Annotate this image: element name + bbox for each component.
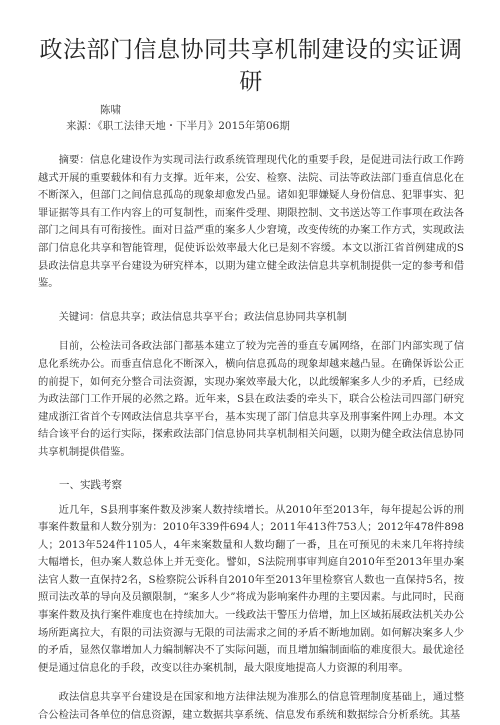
article-title: 政法部门信息协同共享机制建设的实证调研 [39,37,463,95]
body-paragraph: 近几年，S县刑事案件数及涉案人数持续增长。从2010年至2013年，每年提起公诉的刑事案件数量和人数分别为：2010年339件694人；2011年413件753人；2012年478件898人；2013年524件1105人，4年来案数量和人数均翻了一番，且在可预见的未来几年将持续大幅增长，但办案人数总体上并无变化。譬如，S法院刑事审判庭自2010年至2013年里办案法官人数一直保持2名，S检察院公诉科自2010年至2013年里检察官人数也一直保持5名，按照司法改革的导向及员额限制，“案多人少”将成为影响案件办理的主要因素。与此同时，民商事案件数及执行案件难度也在持续加大。一线政法干警压力倍增，加上区域拓展政法机关办公场所距离拉大，有限的司法资源与无限的司法需求之间的矛盾不断地加剧。如何解决案多人少的矛盾，显然仅靠增加人力编制解决不了实际问题，而且增加编制面临的难度很大。最优途径便是通过信息化的手段，改变以往办案机制，最大限度地提高人力资源的利用率。 [38,503,464,674]
body-paragraph: 政法信息共享平台建设是在国家和地方法律法规为准那么的信息管理制度基础上，通过整合公检法司各单位的信息资源，建立数据共享系统、信息发布系统和数据综合分析系统。其基 [38,691,464,722]
article-author: 陈啸 [100,104,121,116]
abstract-paragraph: 摘要：信息化建设作为实现司法行政系统管理现代化的重要手段，是促进司法行政工作跨越式开展的重要载体和有力支撑。近年来，公安、检察、法院、司法等政法部门垂直信息化在不断深入，但部门之间信息孤岛的现象却愈发凸显。诸如犯罪嫌疑人身份信息、犯罪事实、犯罪证据等具有工作内容上的可复制性，而案件受理、期限控制、文书送达等工作事项在政法各部门之间具有可衔接性。面对日益严重的案多人少窘境，改变传统的办案工作方式，实现政法部门信息化共享和智能管理，促使诉讼效率最大化已是刻不容缓。本文以浙江省首例建成的S县政法信息共享平台建设为研究样本，以期为建立健全政法信息共享机制提供一定的参考和借鉴。 [38,154,464,290]
article-source: 来源：《职工法律天地・下半月》2015年第06期 [66,120,290,132]
intro-paragraph: 目前，公检法司各政法部门都基本建立了较为完善的垂直专属网络，在部门内部实现了信息化系统办公。而垂直信息化不断深入，横向信息孤岛的现象却越来越凸显。在确保诉讼公正的前提下，如何充分整合司法资源，实现办案效率最大化，以此缓解案多人少的矛盾，已经成为政法部门工作开展的必然之路。近年来，S县在政法委的牵头下，联合公检法司四部门研究建成浙江省首个专网政法信息共享平台，基本实现了部门信息共享及刑事案件网上办理。本文结合该平台的运行实际，探索政法部门信息协同共享机制相关问题，以期为健全政法信息协同共享机制提供借鉴。 [38,340,464,458]
keywords-line: 关键词：信息共享；政法信息共享平台；政法信息协同共享机制 [58,310,347,323]
section-heading: 一、实践考察 [59,478,122,491]
